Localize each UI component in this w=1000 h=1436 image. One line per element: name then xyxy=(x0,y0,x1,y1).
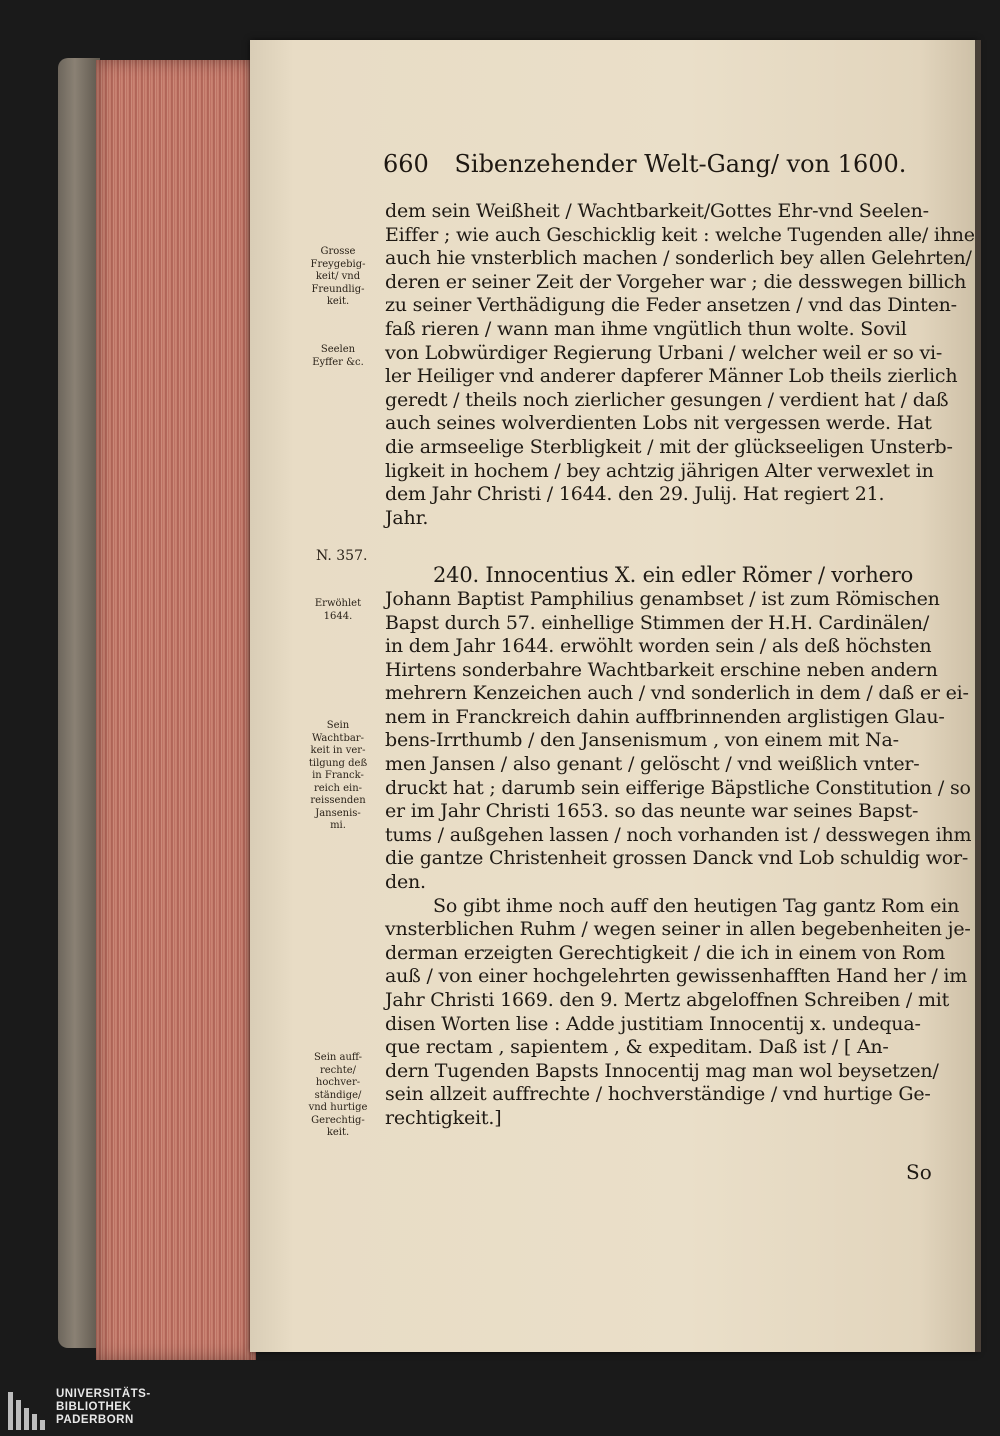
paragraph-number: N. 357. xyxy=(316,548,368,564)
text-line: er im Jahr Christi 1653. so das neunte war seines Bapst- xyxy=(385,800,919,823)
page-number: 660 xyxy=(383,150,429,178)
margin-note-seelen: Seelen Eyffer &c. xyxy=(312,344,364,368)
text-line: bens-Irrthumb / den Jansenismum , von einem mit Na- xyxy=(385,729,899,752)
text-line: dem Jahr Christi / 1644. den 29. Julij. Hat regiert 21. xyxy=(385,483,885,506)
book-spine-edge xyxy=(58,58,100,1348)
margin-note-gerechtigkeit: Sein auff- rechte/ hochver- ständige/ vnd hurtige Gerechtig- keit. xyxy=(308,1052,368,1138)
text-line: Jahr Christi 1669. den 9. Mertz abgeloffnen Schreiben / mit xyxy=(385,989,950,1011)
text-line: die armseelige Sterbligkeit / mit der glückseeligen Unsterb- xyxy=(385,435,953,458)
text-line: dern Tugenden Bapsts Innocentij mag man wol beysetzen/ xyxy=(385,1059,939,1082)
text-line: que rectam , sapientem , & expeditam. Daß ist / [ An- xyxy=(385,1036,889,1059)
margin-note-grosse: Grosse Freygebig- keit/ vnd Freundlig- keit. xyxy=(310,246,366,307)
text-line: sein allzeit auffrechte / hochverständige / vnd hurtige Ge- xyxy=(385,1083,931,1106)
text-line: von Lobwürdiger Regierung Urbani / welcher weil er so vi- xyxy=(385,341,943,364)
text-line: disen Worten lise : Adde justitiam Innocentij x. undequa- xyxy=(385,1012,921,1035)
text-line: men Jansen / also genant / gelöscht / vnd weißlich vnter- xyxy=(385,753,920,776)
text-line: die gantze Christenheit grossen Danck vnd Lob schuldig wor- xyxy=(385,847,969,870)
text-line: ler Heiliger vnd anderer dapferer Männer Lob theils zierlich xyxy=(385,365,958,388)
catchword: So xyxy=(906,1160,932,1184)
margin-note-wachtbarkeit: Sein Wachtbar- keit in ver- tilgung deß in Franck- reich ein- reissenden Jansenis- mi. xyxy=(308,720,368,831)
text-line: Johann Baptist Pamphilius genambset / ist zum Römischen xyxy=(385,587,940,610)
page-header xyxy=(383,150,923,186)
library-logo-icon xyxy=(8,1390,48,1430)
running-title: Sibenzehender Welt-Gang/ von 1600. xyxy=(454,150,907,178)
text-line: vnsterblichen Ruhm / wegen seiner in allen begebenheiten je- xyxy=(385,918,971,941)
text-line: mehrern Kenzeichen auch / vnd sonderlich in dem / daß er ei- xyxy=(385,682,969,705)
paragraph-gap xyxy=(385,530,933,564)
text-line: derman erzeigten Gerechtigkeit / die ich in einem von Rom xyxy=(385,941,946,964)
text-line: Hirtens sonderbahre Wachtbarkeit erschine neben andern xyxy=(385,658,938,681)
text-line: nem in Franckreich dahin auffbrinnenden arglistigen Glau- xyxy=(385,705,945,728)
library-logo-text: UNIVERSITÄTS- BIBLIOTHEK PADERBORN xyxy=(56,1388,151,1426)
text-line: ligkeit in hochem / bey achtzig jährigen Alter verwexlet in xyxy=(385,459,934,482)
text-line: den. xyxy=(385,871,426,894)
text-line: auch seines wolverdienten Lobs nit vergessen werde. Hat xyxy=(385,412,932,435)
text-line: Eiffer ; wie auch Geschicklig keit : welche Tugenden alle/ ihne xyxy=(385,223,975,246)
margin-note-erwoehlet: Erwöhlet 1644. xyxy=(314,598,362,622)
text-line: auß / von einer hochgelehrten gewissenhafften Hand her / im xyxy=(385,965,968,988)
page-edges-red xyxy=(96,60,256,1360)
body-text xyxy=(385,200,975,1131)
text-line: Bapst durch 57. einhellige Stimmen der H.H. Cardinälen/ xyxy=(385,611,930,634)
text-line: faß rieren / wann man ihme vngütlich thun wolte. Sovil xyxy=(385,317,907,340)
text-line: deren er seiner Zeit der Vorgeher war ; die desswegen billich xyxy=(385,270,967,293)
text-line: dem sein Weißheit / Wachtbarkeit/Gottes Ehr-vnd Seelen- xyxy=(385,200,929,222)
text-line: geredt / theils noch zierlicher gesungen / verdient hat / daß xyxy=(385,388,949,411)
section-heading-line: 240. Innocentius X. ein edler Römer / vorhero xyxy=(433,563,914,588)
text-line: So gibt ihme noch auff den heutigen Tag gantz Rom ein xyxy=(433,894,960,917)
text-line: zu seiner Verthädigung die Feder ansetzen / vnd das Dinten- xyxy=(385,294,957,317)
page-right-edge xyxy=(975,40,981,1352)
text-line: in dem Jahr 1644. erwöhlt worden sein / als deß höchsten xyxy=(385,635,932,658)
text-line: Jahr. xyxy=(385,506,429,529)
text-line: rechtigkeit.] xyxy=(385,1106,502,1129)
text-line: tums / außgehen lassen / noch vorhanden ist / desswegen ihm xyxy=(385,823,972,846)
text-line: druckt hat ; darumb sein eifferige Bäpstliche Constitution / so xyxy=(385,776,971,799)
text-line: auch hie vnsterblich machen / sonderlich bey allen Gelehrten/ xyxy=(385,247,972,270)
